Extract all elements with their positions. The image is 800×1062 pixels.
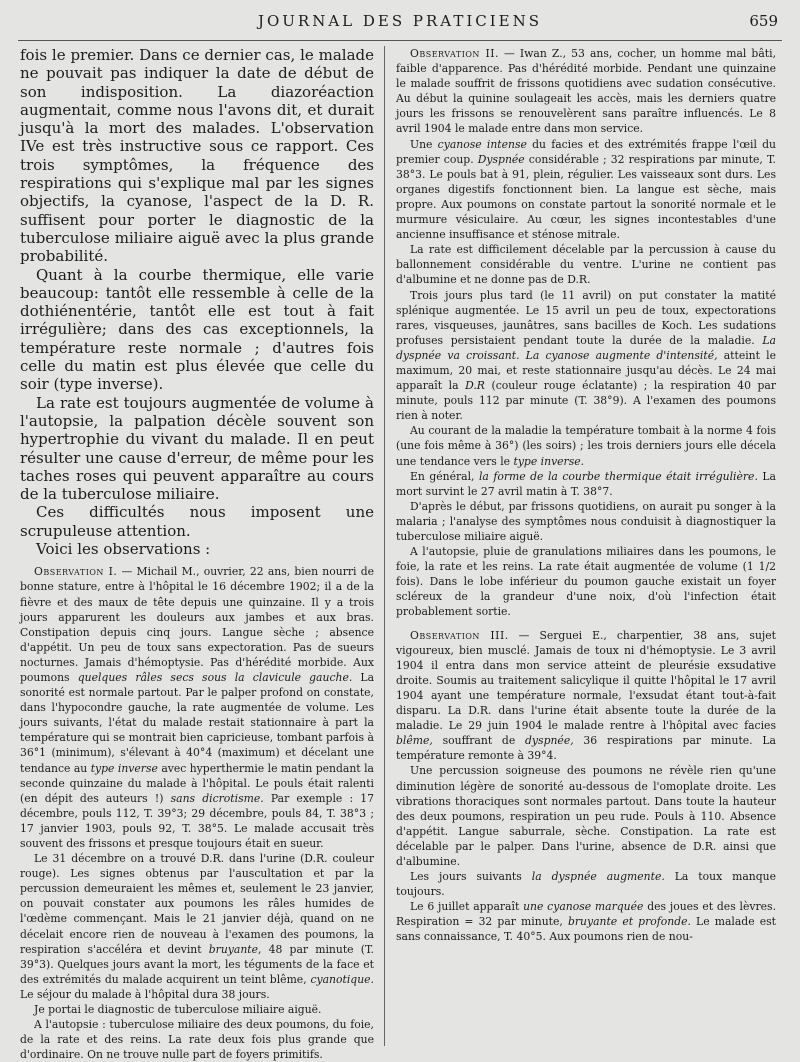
intro-paragraph: Ces difficultés nous imposent une scrupuleuse attention. xyxy=(20,503,374,540)
obs1-paragraph-4: A l'autopsie : tuberculose miliaire des deux poumons, du foie, de la rate et des reins. La rate deux fois plus grande que d'ordinaire. On ne trouve nulle part de foyers primitifs. xyxy=(20,1018,374,1062)
header-rule xyxy=(18,40,782,41)
intro-text xyxy=(20,46,374,558)
journal-title: JOURNAL DES PRATICIENS xyxy=(257,12,543,30)
obs2-paragraph-6: En général, la forme de la courbe thermique était irrégulière. La mort survint le 27 avril matin à T. 38°7. xyxy=(396,469,776,498)
obs2-paragraph-8: A l'autopsie, pluie de granulations miliaires dans les poumons, le foie, la rate et les reins. La rate était augmentée de volume (1 1/2 fois). Dans le lobe inférieur du poumon gauche existait un foyer scléreux de la grandeur d'une noix, d'où l'infection était probablement sortie. xyxy=(396,545,776,619)
obs3-label: Observation III. xyxy=(410,628,509,642)
obs2-paragraph-1: Observation II. — Iwan Z., 53 ans, cocher, un homme mal bâti, faible d'apparence. Pas d'hérédité morbide. Pendant une quinzaine le malade souffrit de frissons quotidiens avec sudation consécutive. Au début la quinine soulageait les accès, mais les derniers quatre jours les frissons se renouvelèrent sans paraître influencés. Le 8 avril 1904 le malade entre dans mon service. xyxy=(396,47,776,136)
running-header xyxy=(0,10,800,36)
obs1-label: Observation I. xyxy=(34,565,118,579)
obs2-paragraph-4: Trois jours plus tard (le 11 avril) on put constater la matité splénique augmentée. Le 15 avril un peu de toux, expectorations rares, visqueuses, jaunâtres, sans bacilles de Koch. Les sudations profuses persistaient pendant toute la durée de la maladie. La dyspnée va croissant. La cyanose augmente d'intensité, atteint le maximum, 20 mai, et reste stationnaire jusqu'au décès. Le 24 mai apparaît la D.R (couleur rouge éclatante) ; la respiration 40 par minute, pouls 112 par minute (T. 38°9). A l'examen des poumons rien à noter. xyxy=(396,288,777,423)
obs2-paragraph-3: La rate est difficilement décelable par la percussion à cause du ballonnement considérable du ventre. L'urine ne contient pas d'albumine et ne donne pas de D.R. xyxy=(396,243,776,287)
obs1-paragraph-3: Je portai le diagnostic de tuberculose miliaire aiguë. xyxy=(34,1003,322,1017)
obs2-paragraph-2: Une cyanose intense du facies et des extrémités frappe l'œil du premier coup. Dyspnée considérable ; 32 respirations par minute, T. 38°3. Le pouls bat à 91, plein, régulier. Les vaisseaux sont durs. Les organes digestifs fonctionnent bien. La langue est sèche, mais propre. Aux poumons on constate partout la sonorité normale et le murmure vésiculaire. Au cœur, les signes incontestables d'une ancienne insuffisance et sténose mitrale. xyxy=(396,137,776,242)
obs1-paragraph-1: Observation I. — Michail M., ouvrier, 22 ans, bien nourri de bonne stature, entre à l'hôpital le 16 décembre 1902; il a de la fièvre et des maux de tête depuis une quinzaine. Il y a trois jours apparurent les douleurs aux jambes et aux bras. Constipation depuis cinq jours. Langue sèche ; absence d'appétit. Un peu de toux sans expectoration. Pas de sueurs nocturnes. Jamais d'hémoptysie. Pas d'hérédité morbide. Aux poumons quelques râles secs sous la clavicule gauche. La sonorité est normale partout. Par le palper profond on constate, dans l'hypocondre gauche, la rate augmentée de volume. Les jours suivants, l'état du malade restait stationnaire à part la température qui se montrait bien capricieuse, tombant parfois à 36°1 (minimum), s'élevant à 40°4 (maximum) et décelant une tendance au type inverse avec hyperthermie le matin pendant la seconde quinzaine du malade à l'hôpital. Le pouls était ralenti (en dépit des auteurs !) sans dicrotisme. Par exemple : 17 décembre, pouls 112, T. 39°3; 29 décembre, pouls 84, T. 38°3 ; 17 janvier 1903, pouls 92, T. 38°5. Le malade accusait très souvent des frissons et presque toujours était en sueur. xyxy=(20,565,375,850)
obs2-label: Observation II. xyxy=(410,47,499,60)
obs2-paragraph-5: Au courant de la maladie la température tombait à la norme 4 fois (une fois même à 36°) (les soirs) ; les trois derniers jours elle décela une tendance vers le type inverse. xyxy=(396,424,776,468)
right-column xyxy=(396,46,776,1046)
observation-1 xyxy=(20,564,374,1062)
obs2-paragraph-7: D'après le début, par frissons quotidiens, on aurait pu songer à la malaria ; l'analyse des symptômes nous conduisit à diagnostiquer la tuberculose miliaire aiguë. xyxy=(396,499,776,543)
obs3-paragraph-2: Une percussion soigneuse des poumons ne révèle rien qu'une diminution légère de sonorité au-dessous de l'omoplate droite. Les vibrations thoraciques sont normales partout. Dans toute la hauteur des deux poumons, respiration un peu rude. Pouls à 110. Absence d'appétit. Langue saburrale, sèche. Constipation. La rate est décelable par le palper. Dans l'urine, absence de D.R. ainsi que d'albumine. xyxy=(396,764,776,868)
column-divider xyxy=(384,46,385,1046)
observation-2 xyxy=(396,46,776,620)
obs3-paragraph-1: Observation III. — Serguei E., charpentier, 38 ans, sujet vigoureux, bien musclé. Jamais de toux ni d'hémoptysie. Le 3 avril 1904 il entra dans mon service atteint de pleurésie exsudative droite. Soumis au traitement salicylique il quitte l'hôpital le 17 avril 1904 ayant une température normale, l'exsudat étant tout-à-fait disparu. La D.R. dans l'urine était absente toute la durée de la maladie. Le 29 juin 1904 le malade rentre à l'hôpital avec facies blême, souffrant de dyspnée, 36 respirations par minute. La température remonte à 39°4. xyxy=(396,628,776,763)
intro-paragraph: Quant à la courbe thermique, elle varie beaucoup: tantôt elle ressemble à celle de la dothiénentérie, tantôt elle est tout à fait irrégulière; dans des cas exceptionnels, la température reste normale ; d'autres fois celle du matin est plus élevée que celle du soir (type inverse). xyxy=(20,265,374,394)
observation-3 xyxy=(396,628,776,945)
left-column xyxy=(20,46,375,1062)
obs3-paragraph-3: Les jours suivants la dyspnée augmente. La toux manque toujours. xyxy=(396,870,777,899)
intro-paragraph: La rate est toujours augmentée de volume à l'autopsie, la palpation décèle souvent son hypertrophie du vivant du malade. Il en peut résulter une cause d'erreur, de même pour les taches roses qui peuvent apparaître au cours de la tuberculose miliaire. xyxy=(20,393,374,504)
obs1-paragraph-2: Le 31 décembre on a trouvé D.R. dans l'urine (D.R. couleur rouge). Les signes obtenus par l'auscultation et par la percussion demeuraient les mêmes et, seulement le 23 janvier, on pouvait constater aux poumons les râles humides de l'œdème commençant. Mais le 21 janvier déjà, quand on ne décelait encore rien de nouveau à l'examen des poumons, la respiration s'accéléra et devint bruyante, 48 par minute (T. 39°3). Quelques jours avant la mort, les téguments de la face et des extrémités du malade acquirent un teint blême, cyanotique. Le séjour du malade à l'hôpital dura 38 jours. xyxy=(20,852,374,1001)
obs3-paragraph-4: Le 6 juillet apparaît une cyanose marquée des joues et des lèvres. Respiration = 32 par minute, bruyante et profonde. Le malade est sans connaissance, T. 40°5. Aux poumons rien de nou- xyxy=(396,900,777,944)
page-number: 659 xyxy=(749,12,778,30)
intro-paragraph: fois le premier. Dans ce dernier cas, le malade ne pouvait pas indiquer la date de début de son indisposition. La diazoréaction augmentait, comme nous l'avons dit, et durait jusqu'à la mort des malades. L'observation IVe est très instructive sous ce rapport. Ces trois symptômes, la fréquence des respirations qui s'explique mal par les signes objectifs, la cyanose, l'aspect de la D. R. suffisent pour porter le diagnostic de la tuberculose miliaire aiguë avec la plus grande probabilité. xyxy=(20,46,374,266)
intro-paragraph: Voici les observations : xyxy=(36,540,211,559)
